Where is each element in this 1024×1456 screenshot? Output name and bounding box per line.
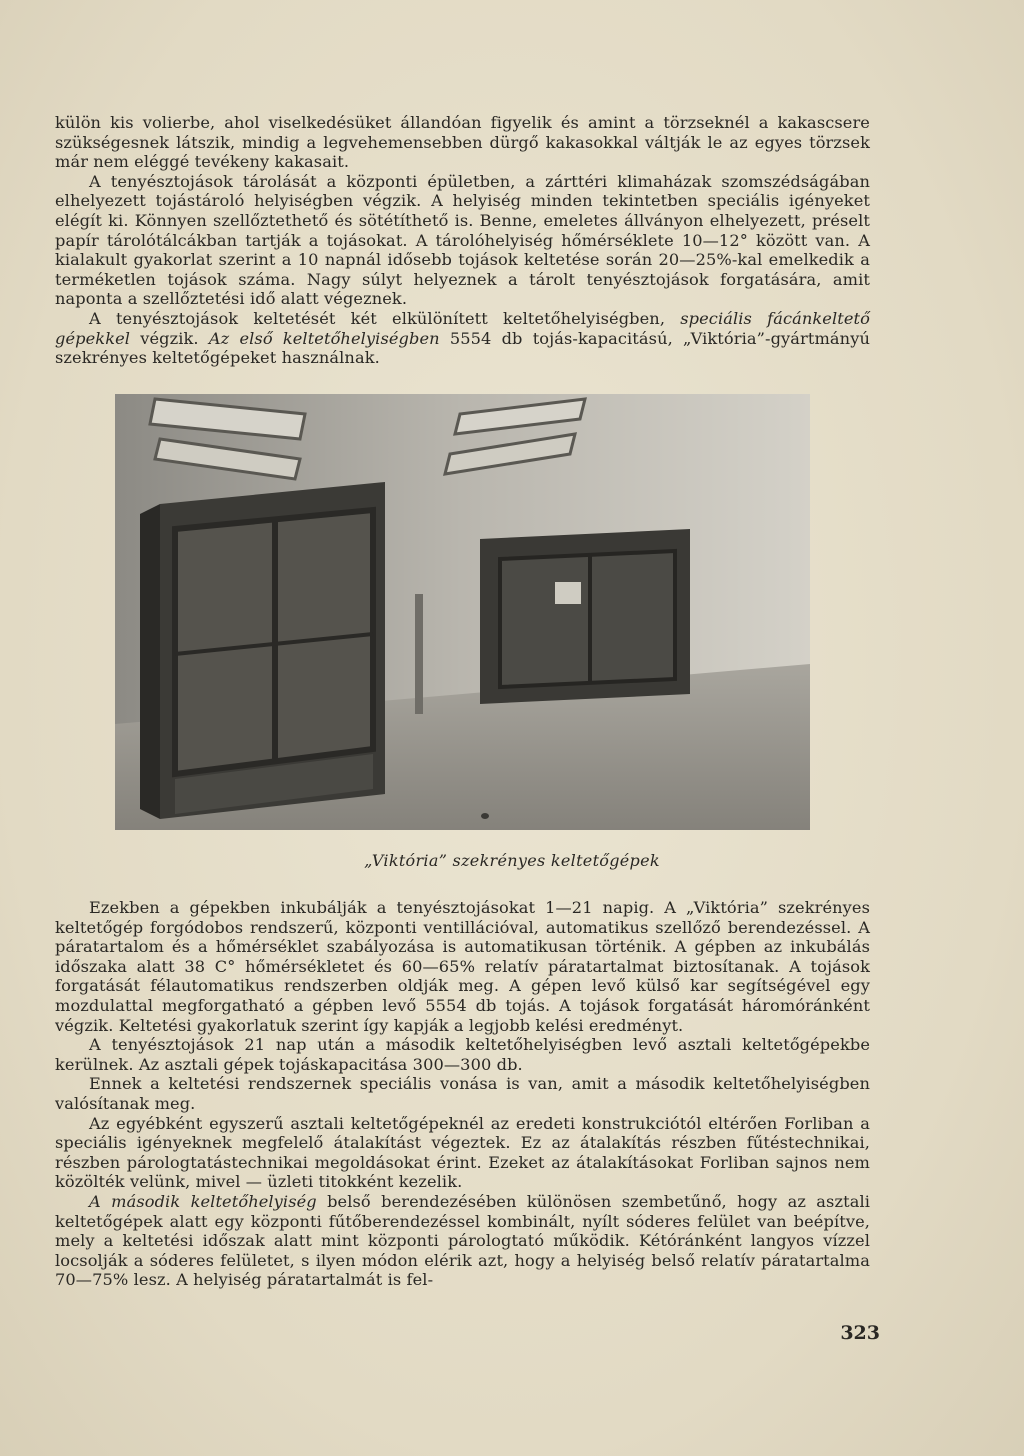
paragraph-3-text-2: végzik. — [130, 328, 209, 348]
paragraph-3-text-3: 5554 db tojás-kapacitású, „Viktória”-gyártmányú szekrényes keltetőgépeket használnak. — [55, 328, 870, 368]
paragraph-3-text-1: A tenyésztojások keltetését két elkülönített keltetőhelyiségben, — [89, 308, 681, 328]
paragraph-3-italic-2: Az első keltetőhelyiségben — [208, 328, 440, 348]
paragraph-7: Az egyébként egyszerű asztali keltetőgépeknél az eredeti konstrukciótól eltérően Forliban a speciális igényeknek megfelelő átalakítást végeztek. Ez az átalakítás részben fűtéstechnikai, részben párologtatástechnikai megoldásokat érint. Ezeket az átalakításokat Forliban sajnos nem közölték velünk, mivel — üzleti titokként kezelik. — [55, 1113, 870, 1192]
bottom-text-block — [55, 898, 870, 1290]
incubator-photo — [115, 394, 810, 830]
figure-caption: „Viktória” szekrényes keltetőgépek — [364, 851, 660, 870]
paragraph-8-text: belső berendezésében különösen szembetűnő, hogy az asztali keltetőgépek alatt egy központi fűtőberendezéssel kombinált, nyílt sóderes felület van beépítve, mely a keltetési időszak alatt mint központi párologtató működik. Kétóránként langyos vízzel locsolják a sóderes felületet, s ilyen módon elérik azt, hogy a helyiség belső relatív páratartalma 70—75% lesz. A helyiség páratartalmát is fel- — [55, 1191, 870, 1290]
top-text-block — [55, 113, 870, 368]
paragraph-1: külön kis volierbe, ahol viselkedésüket állandóan figyelik és amint a törzseknél a kakascsere szükségesnek látszik, mindig a legvehemensebben dürgő kakasokkal váltják le az egyes törzsek már nem eléggé tevékeny kakasait. — [55, 113, 870, 172]
paragraph-5: A tenyésztojások 21 nap után a második keltetőhelyiségben levő asztali keltetőgépekbe kerülnek. Az asztali gépek tojáskapacitása 300—300 db. — [55, 1035, 870, 1074]
paragraph-3 — [55, 309, 870, 368]
page-number: 323 — [840, 1322, 880, 1344]
paragraph-3-italic-1: speciális fácánkeltető gépekkel — [55, 308, 870, 348]
paragraph-4: Ezekben a gépekben inkubálják a tenyésztojásokat 1—21 napig. A „Viktória” szekrényes keltetőgép forgódobos rendszerű, központi ventillációval, automatikus szellőző berendezéssel. A páratartalom és a hőmérséklet szabályozása is automatikusan történik. A gépben az inkubálás időszaka alatt 38 C° hőmérsékletet és 60—65% relatív páratartalmat biztosítanak. A tojások forgatását félautomatikus rendszerben oldják meg. A gépen levő külső kar segítségével egy mozdulattal megforgatható a gépben levő 5554 db tojás. A tojások forgatását háromóránként végzik. Keltetési gyakorlatuk szerint így kapják a legjobb kelési eredményt. — [55, 898, 870, 1035]
paragraph-8 — [55, 1192, 870, 1290]
paragraph-2: A tenyésztojások tárolását a központi épületben, a zárttéri klimaházak szomszédságában elhelyezett tojástároló helyiségben végzik. A helyiség minden tekintetben speciális igényeket elégít ki. Könnyen szellőztethető és sötétíthető is. Benne, emeletes állványon elhelyezett, préselt papír tárolótálcákban tartják a tojásokat. A tárolóhelyiség hőmérséklete 10—12° között van. A kialakult gyakorlat szerint a 10 napnál idősebb tojások keltetése során 20—25%-kal emelkedik a terméketlen tojások száma. Nagy súlyt helyeznek a tárolt tenyésztojások forgatására, amit naponta a szellőztetési idő alatt végeznek. — [55, 171, 870, 309]
paragraph-6: Ennek a keltetési rendszernek speciális vonása is van, amit a második keltetőhelyiségben valósítanak meg. — [55, 1074, 870, 1113]
paragraph-8-italic: A második keltetőhelyiség — [89, 1191, 317, 1211]
